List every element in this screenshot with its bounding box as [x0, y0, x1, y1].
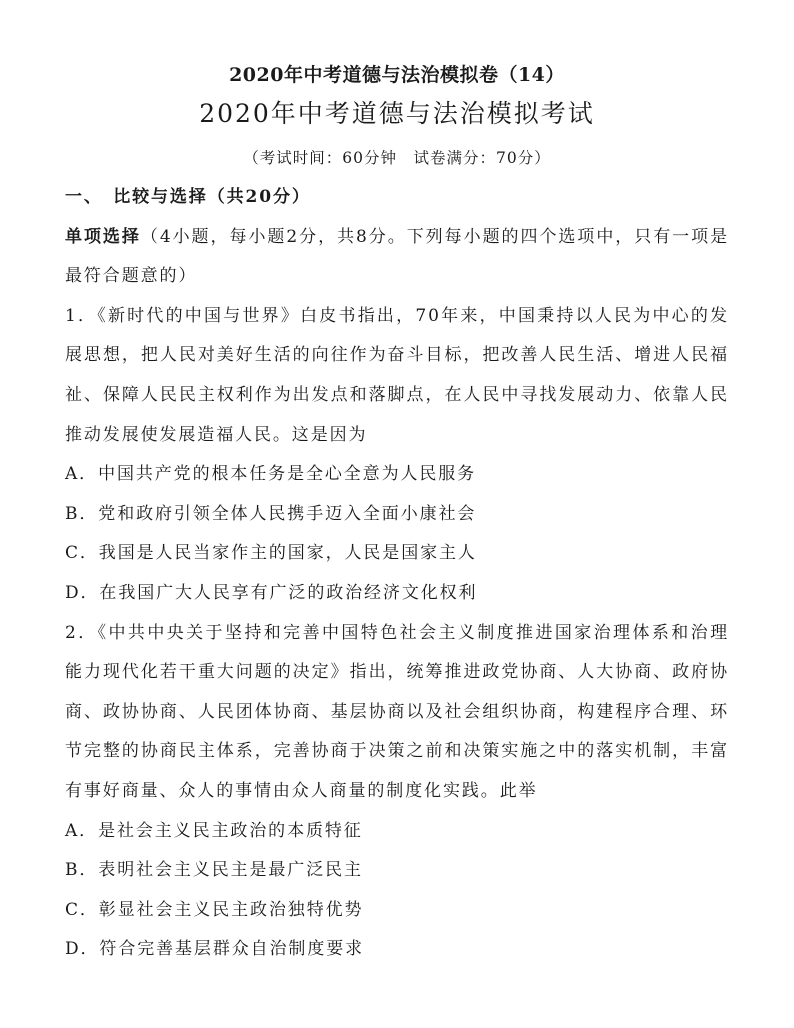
question-2-option-a: A．是社会主义民主政治的本质特征: [65, 820, 363, 841]
question-1-option-b: B．党和政府引领全体人民携手迈入全面小康社会: [65, 503, 477, 524]
question-2-option-b: B．表明社会主义民主是最广泛民主: [65, 860, 363, 881]
question-1-option-a: A．中国共产党的根本任务是全心全意为人民服务: [65, 464, 477, 485]
question-1-option-d: D．在我国广大人民享有广泛的政治经济文化权利: [65, 582, 478, 603]
question-2-stem: 2．《中共中央关于坚持和完善中国特色社会主义制度推进国家治理体系和治理能力现代化若干重大问题的决定》指出，统筹推进政党协商、人大协商、政府协商、政协协商、人民团体协商、基层协商以及社会组织协商，构建程序合理、环节完整的协商民主体系，完善协商于决策之前和决策实施之中的落实机制，丰富有事好商量、众人的事情由众人商量的制度化实践。此举: [65, 622, 729, 801]
section-instruction: [65, 218, 729, 297]
question-2-option-d: D．符合完善基层群众自治制度要求: [65, 939, 365, 960]
question-1-option-c: C．我国是人民当家作主的国家，人民是国家主人: [65, 543, 477, 564]
instruction-text: （4小题，每小题2分，共8分。下列每小题的四个选项中，只有一项是最符合题意的）: [65, 226, 730, 287]
document-title: 2020年中考道德与法治模拟卷（14）: [229, 64, 565, 86]
section-heading: 一、 比较与选择（共20分）: [65, 187, 311, 207]
question-2-option-c: C．彰显社会主义民主政治独特优势: [65, 899, 364, 920]
document-subtitle: 2020年中考道德与法治模拟考试: [199, 99, 595, 128]
document-body: [65, 178, 729, 970]
question-1-stem: 1．《新时代的中国与世界》白皮书指出，70年来，中国秉持以人民为中心的发展思想，把人民对美好生活的向往作为奋斗目标，把改善人民生活、增进人民福祉、保障人民民主权利作为出发点和落脚点，在人民中寻找发展动力、依靠人民推动发展使发展造福人民。这是因为: [65, 305, 729, 445]
instruction-label: 单项选择: [65, 226, 141, 247]
exam-info: （考试时间：60分钟 试卷满分：70分）: [243, 149, 551, 167]
